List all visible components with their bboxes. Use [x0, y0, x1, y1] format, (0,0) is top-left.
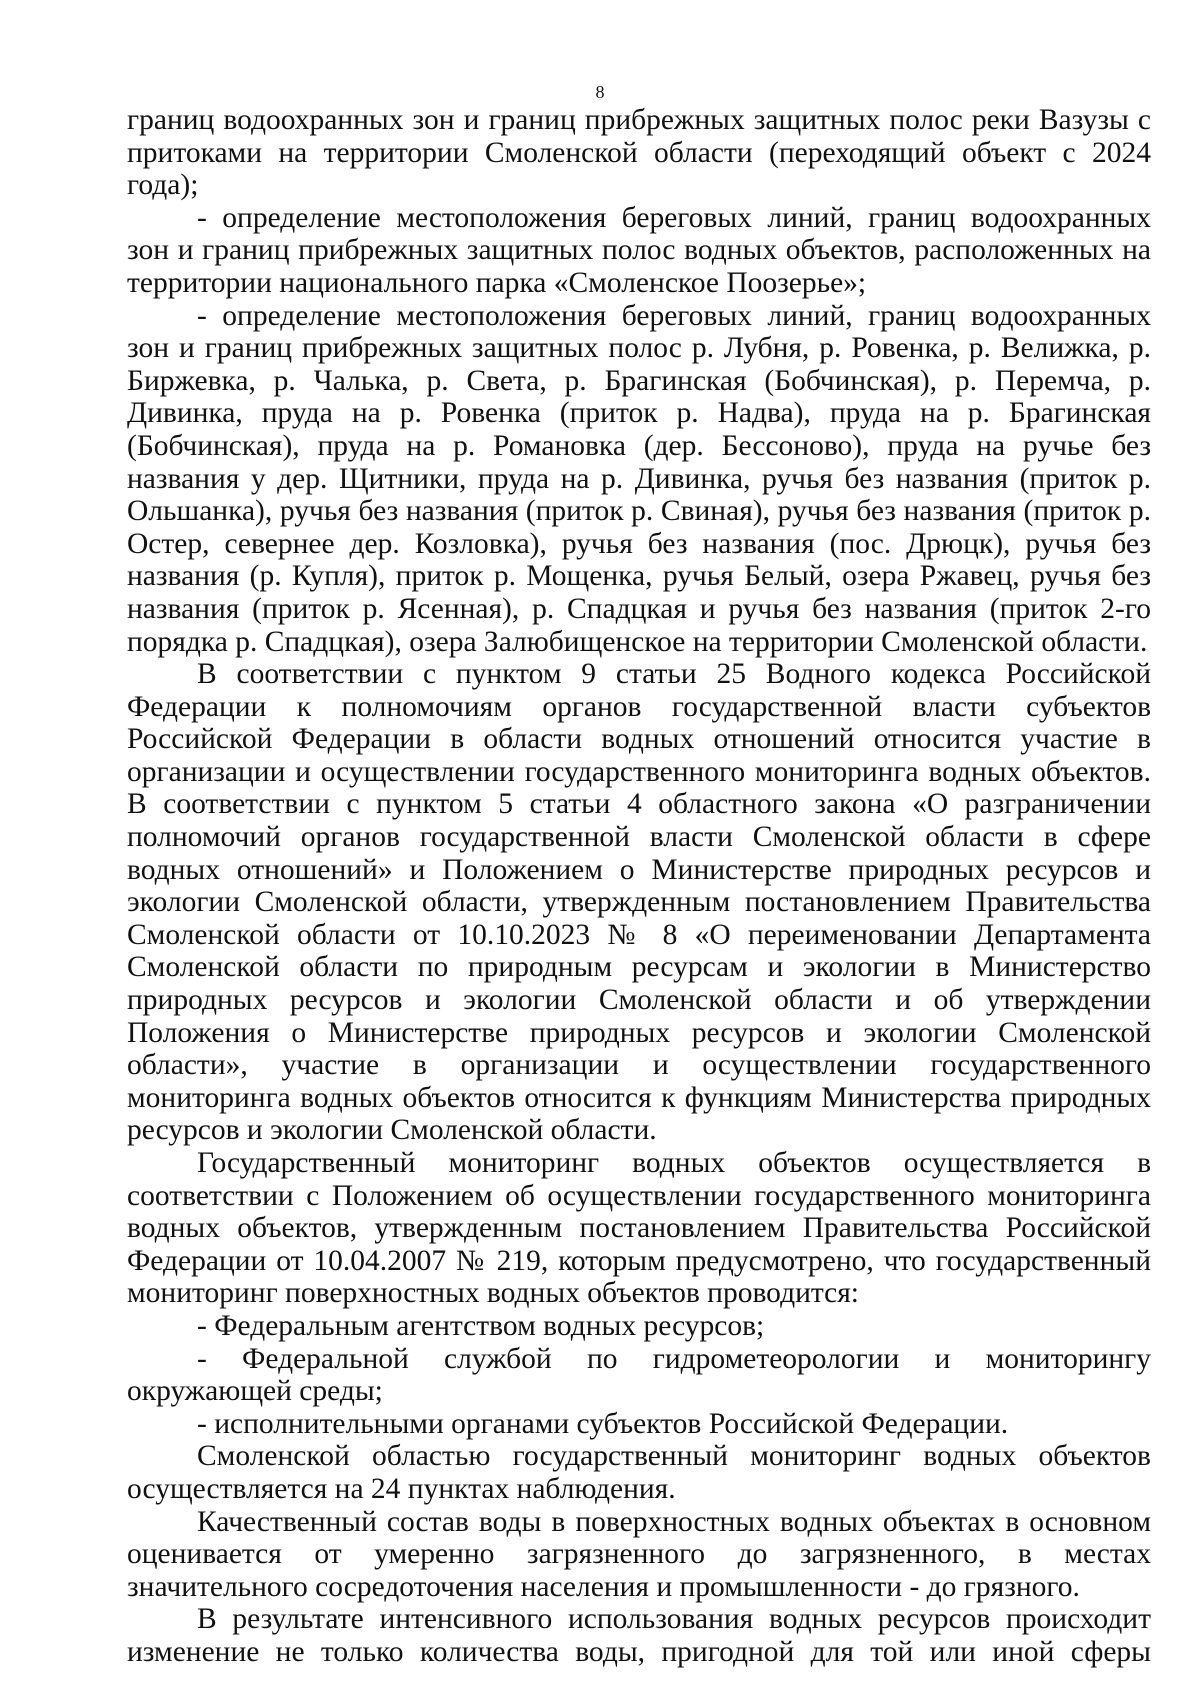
page-number: 8 [595, 82, 605, 102]
paragraph-authority: В соответствии с пунктом 9 статьи 25 Водного кодекса Российской Федерации к полномочиям органов государственной власти субъектов Российской Федерации в области водных отношений относится участие в организации и осуществлении государственного мониторинга водных объектов. В соответствии с пунктом 5 статьи 4 областного закона «О разграничении полномочий органов государственной власти Смоленской области в сфере водных отношений» и Положением о Министерстве природных ресурсов и экологии Смоленской области, утвержденным постановлением Правительства Смоленской области от 10.10.2023 № 8 «О переименовании Департамента Смоленской области по природным ресурсам и экологии в Министерство природных ресурсов и экологии Смоленской области и об утверждении Положения о Министерстве природных ресурсов и экологии Смоленской области», участие в организации и осуществлении государственного мониторинга водных объектов относится к функциям Министерства природных ресурсов и экологии Смоленской области. [127, 658, 1151, 1147]
paragraph-water-quality: Качественный состав воды в поверхностных водных объектах в основном оценивается от умеренно загрязненного до загрязненного, в местах значительного сосредоточения населения и промышленности - до грязного. [127, 1505, 1151, 1603]
list-item-rivers: - определение местоположения береговых линий, границ водоохранных зон и границ прибрежных защитных полос р. Лубня, р. Ровенка, р. Велижка, р. Биржевка, р. Чалька, р. Света, р. Брагинская (Бобчинская), р. Перемча, р. Дивинка, пруда на р. Ровенка (приток р. Надва), пруда на р. Брагинская (Бобчинская), пруда на р. Романовка (дер. Бессоново), пруда на ручье без названия у дер. Щитники, пруда на р. Дивинка, ручья без названия (приток р. Ольшанка), ручья без названия (приток р. Свиная), ручья без названия (приток р. Остер, севернее дер. Козловка), ручья без названия (пос. Дрюцк), ручья без названия (р. Купля), приток р. Мощенка, ручья Белый, озера Ржавец, ручья без названия (приток р. Ясенная), р. Спадцкая и ручья без названия (приток 2-го порядка р. Спадцкая), озера Залюбищенское на территории Смоленской области. [127, 299, 1151, 658]
list-item-agency: - Федеральным агентством водных ресурсов; [197, 1309, 765, 1342]
paragraph-monitoring: Государственный мониторинг водных объектов осуществляется в соответствии с Положением об осуществлении государственного мониторинга водных объектов, утвержденным постановлением Правительства Российской Федерации от 10.04.2007 № 219, которым предусмотрено, что государственный мониторинг поверхностных водных объектов проводится: [127, 1147, 1151, 1310]
list-item-hydromet: - Федеральной службой по гидрометеорологии и мониторингу окружающей среды; [127, 1342, 1151, 1408]
list-item-executive-bodies: - исполнительными органами субъектов Российской Федерации. [197, 1407, 1009, 1440]
list-item-national-park: - определение местоположения береговых линий, границ водоохранных зон и границ прибрежных защитных полос водных объектов, расположенных на территории национального парка «Смоленское Поозерье»; [127, 201, 1151, 299]
paragraph-observation-points: Смоленской областью государственный мониторинг водных объектов осуществляется на 24 пунктах наблюдения. [127, 1440, 1151, 1505]
document-body [127, 104, 1151, 1669]
paragraph-continuation: границ водоохранных зон и границ прибрежных защитных полос реки Вазузы с притоками на территории Смоленской области (переходящий объект с 2024 года); [127, 104, 1151, 202]
paragraph-water-use: В результате интенсивного использования водных ресурсов происходит изменение не только количества воды, пригодной для той или иной сферы [127, 1603, 1151, 1668]
